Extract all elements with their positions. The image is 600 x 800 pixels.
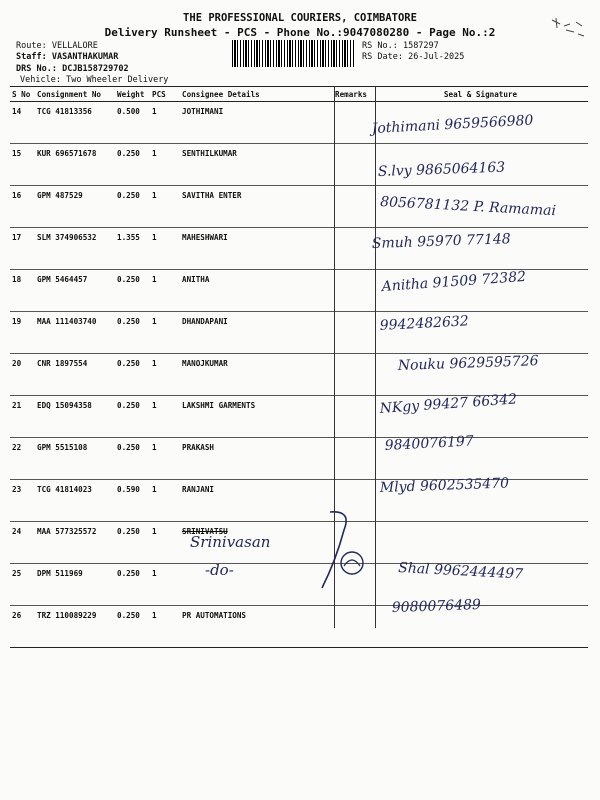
cell-pcs: 1 (150, 522, 180, 564)
cell-sno: 17 (10, 228, 35, 270)
cell-pcs: 1 (150, 186, 180, 228)
cell-pcs: 1 (150, 228, 180, 270)
cell-sno: 22 (10, 438, 35, 480)
staff-value: VASANTHAKUMAR (51, 52, 119, 62)
cell-weight: 0.250 (115, 438, 150, 480)
handwritten-signature: Jothimani 9659566980 (371, 112, 534, 137)
handwritten-signature: 9840076197 (384, 433, 475, 454)
cell-weight: 0.250 (115, 186, 150, 228)
rs-date-line: RS Date: 26-Jul-2025 (362, 52, 465, 62)
cell-weight: 1.355 (115, 228, 150, 270)
cell-consignee: DHANDAPANI (180, 312, 333, 354)
cell-consignee: SAVITHA ENTER (180, 186, 333, 228)
cell-sno: 25 (10, 564, 35, 606)
rs-no-value: 1587297 (402, 41, 439, 51)
vehicle-line: Vehicle: Two Wheeler Delivery (20, 75, 169, 85)
handwritten-signature: 9942482632 (379, 313, 470, 334)
cell-consignee: ANITHA (180, 270, 333, 312)
cell-weight: 0.250 (115, 522, 150, 564)
cell-consignee: RANJANI (180, 480, 333, 522)
cell-consignment: EDQ 15094358 (35, 396, 115, 438)
cell-consignee: PR AUTOMATIONS (180, 606, 333, 648)
handwritten-signature: Nouku 9629595726 (397, 353, 539, 374)
handwritten-signature: Shal 9962444497 (397, 560, 524, 583)
cell-sno: 23 (10, 480, 35, 522)
cell-consignment: MAA 577325572 (35, 522, 115, 564)
company-title: THE PROFESSIONAL COURIERS, COIMBATORE (183, 12, 417, 24)
cell-weight: 0.500 (115, 102, 150, 144)
header-pcs: PCS (150, 87, 180, 102)
cell-weight: 0.590 (115, 480, 150, 522)
handwritten-signature: Mlyd 9602535470 (379, 475, 510, 496)
cell-sno: 20 (10, 354, 35, 396)
cell-consignment: GPM 5515108 (35, 438, 115, 480)
handwritten-signature: NKgy 99427 66342 (379, 391, 518, 417)
staff-line: Staff: VASANTHAKUMAR (16, 52, 119, 62)
cell-weight: 0.250 (115, 564, 150, 606)
cell-pcs: 1 (150, 438, 180, 480)
cell-consignee: LAKSHMI GARMENTS (180, 396, 333, 438)
handwritten-signature: 8056781132 P. Ramamai (379, 194, 557, 220)
route-line: Route: VELLALORE (16, 41, 98, 51)
handwritten-bracket (322, 512, 346, 588)
vehicle-value: Two Wheeler Delivery (66, 75, 169, 85)
handwritten-consignee-25: -do- (205, 561, 234, 579)
handwritten-signature: S.lvy 9865064163 (377, 159, 506, 180)
drs-value: DCJB158729702 (62, 64, 129, 74)
cell-pcs: 1 (150, 312, 180, 354)
header-remarks: Remarks (333, 87, 373, 102)
cell-consignee: SENTHILKUMAR (180, 144, 333, 186)
drs-line: DRS No.: DCJB158729702 (16, 64, 129, 74)
route-value: VELLALORE (51, 41, 98, 51)
cell-consignment: DPM 511969 (35, 564, 115, 606)
cell-pcs: 1 (150, 480, 180, 522)
cell-sno: 19 (10, 312, 35, 354)
runsheet-subtitle: Delivery Runsheet - PCS - Phone No.:9047080280 - Page No.:2 (104, 26, 496, 39)
cell-consignee: PRAKASH (180, 438, 333, 480)
delivery-stamp-icon (341, 552, 363, 574)
header-seal: Seal & Signature (373, 87, 588, 102)
cell-consignment: TCG 41814023 (35, 480, 115, 522)
handwritten-signature: Smuh 95970 77148 (371, 231, 511, 252)
cell-consignee: MANOJKUMAR (180, 354, 333, 396)
cell-weight: 0.250 (115, 396, 150, 438)
cell-sno: 16 (10, 186, 35, 228)
cell-pcs: 1 (150, 564, 180, 606)
cell-pcs: 1 (150, 354, 180, 396)
cell-consignment: SLM 374906532 (35, 228, 115, 270)
header-sno: S No (10, 87, 35, 102)
cell-sno: 14 (10, 102, 35, 144)
cell-weight: 0.250 (115, 270, 150, 312)
cell-consignment: GPM 5464457 (35, 270, 115, 312)
cell-consignment: KUR 696571678 (35, 144, 115, 186)
cell-sno: 26 (10, 606, 35, 648)
cell-pcs: 1 (150, 102, 180, 144)
cell-consignment: MAA 111403740 (35, 312, 115, 354)
cell-consignee: MAHESHWARI (180, 228, 333, 270)
cell-consignee: JOTHIMANI (180, 102, 333, 144)
header-consignee: Consignee Details (180, 87, 333, 102)
cell-sno: 24 (10, 522, 35, 564)
handwritten-signature: Anitha 91509 72382 (381, 268, 527, 295)
cell-sno: 15 (10, 144, 35, 186)
cell-consignment: CNR 1897554 (35, 354, 115, 396)
cell-weight: 0.250 (115, 354, 150, 396)
header-consignment: Consignment No (35, 87, 115, 102)
rs-no-line: RS No.: 1587297 (362, 41, 439, 51)
cell-sno: 18 (10, 270, 35, 312)
cell-pcs: 1 (150, 144, 180, 186)
cell-pcs: 1 (150, 270, 180, 312)
cell-weight: 0.250 (115, 144, 150, 186)
cell-weight: 0.250 (115, 312, 150, 354)
cell-consignment: GPM 487529 (35, 186, 115, 228)
cell-consignment: TCG 41813356 (35, 102, 115, 144)
header-weight: Weight (115, 87, 150, 102)
cell-pcs: 1 (150, 396, 180, 438)
cell-pcs: 1 (150, 606, 180, 648)
handwritten-consignee-24: Srinivasan (190, 533, 271, 551)
cell-weight: 0.250 (115, 606, 150, 648)
cell-sno: 21 (10, 396, 35, 438)
handwritten-signature: 9080076489 (391, 596, 482, 616)
rs-date-value: 26-Jul-2025 (408, 52, 465, 62)
cell-consignment: TRZ 110089229 (35, 606, 115, 648)
cell-consignee: SRINIVATSU (180, 522, 333, 564)
